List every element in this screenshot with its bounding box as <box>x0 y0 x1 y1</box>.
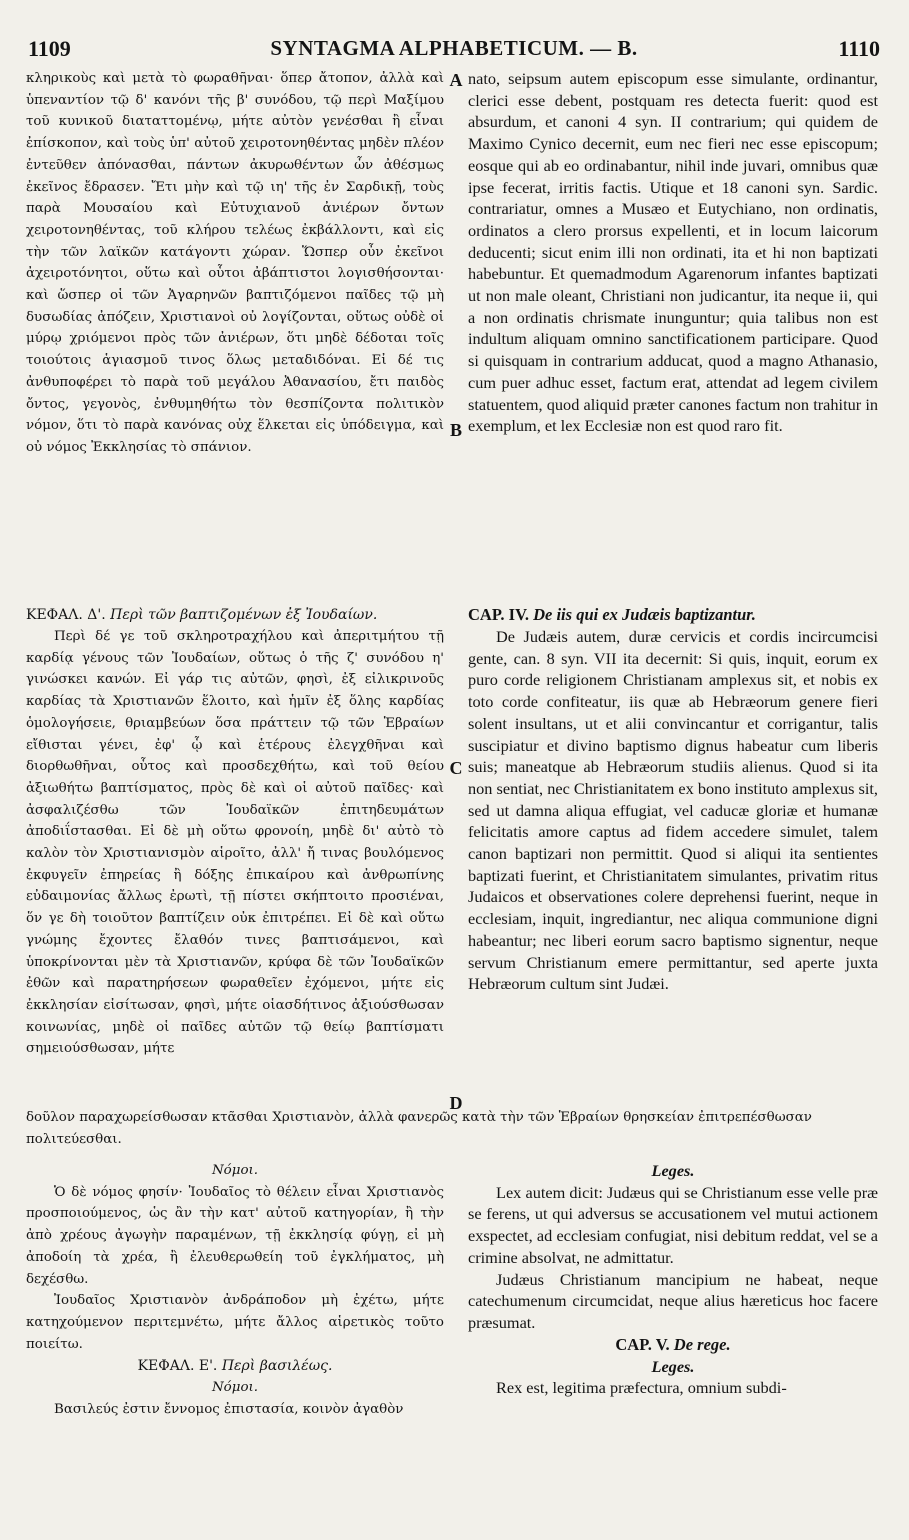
latin-chapter4-title: De iis qui ex Judæis baptizantur. <box>533 605 756 624</box>
margin-mark-a: A <box>449 70 463 90</box>
greek-chapter5-title: Περὶ βασιλέως. <box>221 1358 333 1375</box>
greek-law-2: Ἰουδαῖος Χριστιανὸν ἀνδράποδον μὴ ἐχέτω, μήτε κατηχούμενον περιτεμνέτω, μήτε ἄλλος αἱρετικὸς τοῦτο ποιείτω. <box>26 1293 444 1352</box>
greek-chapter4-title: Περὶ τῶν βαπτιζομένων ἐξ Ἰουδαίων. <box>110 607 378 623</box>
latin-paragraph-top: nato, seipsum autem episcopum esse simulante, ordinantur, clerici esse debent, postquam res detecta fuerit: quod est absurdum, et canoni 4 syn. II contrarium; qui quidem de Maximo Cynico decernit, eum nec fieri nec esse episcopum; eosque qui ab eo ordinabantur, nihil inde juvari, omnibus quæ ipse fecerat, irritis factis. Utique et 18 canoni syn. Sardic. contrariatur, omnes a Musæo et Eutychiano, non ordinatis, ordinatos a clero prorsus expellenti, et in locum laicorum deducenti; sicut enim illi non ordinati, ita et hi non baptizati habebuntur. Et quemadmodum Agarenorum infantes baptizati ut non male oleant, Christiani non judicantur, ita neque ii, qui a non ordinatis chrismate inunguntur; quia talibus non est indultum aliquam omnino sanctificationem participare. Quod si quisquam in contrarium adducat, quod a magno Athanasio, cum puer adhuc esset, factum erat, attendat ad legem civilem statuentem, quod aliquid præter canones factum non trahitur in exemplum, et lex Ecclesiæ non est quod raro fit. <box>468 69 878 436</box>
latin-chapter5-label: CAP. V. <box>615 1334 670 1354</box>
greek-column-chapter4 <box>26 604 444 1060</box>
greek-column-laws <box>26 1160 444 1421</box>
greek-chapter4-label: ΚΕΦΑΛ. Δ'. <box>26 607 106 623</box>
margin-mark-c: C <box>449 758 463 778</box>
page-number-left: 1109 <box>28 36 71 61</box>
latin-chapter4-heading <box>468 604 878 626</box>
latin-column-top <box>468 68 878 437</box>
running-title: SYNTAGMA ALPHABETICUM. — B. <box>270 36 638 60</box>
latin-column-laws <box>468 1160 878 1399</box>
greek-chapter5-heading <box>26 1355 444 1377</box>
latin-chapter4-text: De Judæis autem, duræ cervicis et cordis incircumcisi gente, can. 8 syn. VII ita decernit: Si quis, inquit, eorum ex puro corde religionem Christianam amplexus sit, et nobis ex toto corde confiteatur, iis quæ ab Hebræorum genere fieri solent insultans, ut et alii convincantur et corrigantur, talis suscipiatur et divino baptismo dignus habeatur cum liberis suis; maneatque ab Hebræorum studiis alienus. Quod si ita non sentiat, nec Christianitatem ex bono instituto amplexus sit, sed ut damna aliqua effugiat, vel caducæ gloriæ et humanæ felicitatis amore captus ad fidem accedere simulet, talem canon baptizari non permittit. Quod si aliqui ita sentientes baptizati fuerint, et Christianitatem simulantes, privatim ritus Judaicos et observationes colere deprehensi fuerint, neque in ecclesiam, inquit, ingrediantur, nec aliqua communione digni habeantur; nec liberi eorum sacro baptismo signentur, neque servum Christianum emere permittantur, sed aperte juxta Hebræorum cultum sint Judæi. <box>468 627 878 994</box>
margin-mark-d: D <box>449 1093 463 1113</box>
greek-chapter4-text: Περὶ δέ γε τοῦ σκληροτραχήλου καὶ ἀπεριτμήτου τῇ καρδίᾳ γένους τῶν Ἰουδαίων, οὕτως ὁ τῆς ζ' συνόδου η' γινώσκει κανών. Εἰ γάρ τις αὐτῶν, φησὶ, ἐξ εἰλικρινοῦς καρδίας τὰ Χριστιανῶν ἕλοιτο, καὶ ἡμῖν ἐξ ὅλης καρδίας ὁμολογήσειε, θριαμβεύων ὅσα πράττειν τῷ τῶν Ἑβραίων εἴθισται γένει, ἐφ' ᾧ καὶ ἑτέρους ἐλεγχθῆναι καὶ διορθωθῆναι, οὗτος καὶ προσδεχθήτω, καὶ τοῦ θείου ἀξιωθήτω βαπτίσματος, πρὸς δὲ καὶ οἱ αὐτοῦ παῖδες· καὶ ἀσφαλιζέσθω τῶν Ἰουδαϊκῶν ἐπιτηδευμάτων ἀποδιΐστασθαι. Εἰ δὲ μὴ οὕτω φρονοίη, μηδὲ δι' αὐτὸ τὸ καλὸν τὸν Χριστιανισμὸν αἱροῖτο, ἀλλ' ἤ τινας βουλόμενος ἐκφυγεῖν ἐπηρείας ἢ δόξης ἐπικαίρου καὶ ἀνθρωπίνης εὐδαιμονίας ἄλλως ἐρωτὶ, τῇ πίστει σκήπτοιτο προσιέναι, ὅν γε δὴ τοιοῦτον βαπτίζειν οὐκ ἐπιτρέπει. Εἰ δὲ καὶ οὕτω γνώμης ἔχοντες ἔλαθόν τινες βαπτισάμενοι, καὶ ὑποκρίνονται μὲν τὰ Χριστιανῶν, κρύφα δὲ τῶν Ἰουδαϊκῶν ἐθῶν καὶ παρατηρήσεων φωραθεῖεν ἐχόμενοι, μήτε εἰς ἐκκλησίαν εἰσίτωσαν, φησὶ, μήτε οἱασδήτινος ἀξιούσθωσαν κοινωνίας, μηδὲ οἱ παῖδες αὐτῶν τῷ θείῳ βαπτίσματι σημειούσθωσαν, μήτε <box>26 629 444 1057</box>
margin-mark-b: B <box>449 420 462 440</box>
running-head <box>28 36 880 62</box>
greek-law-1: Ὁ δὲ νόμος φησίν· Ἰουδαῖος τὸ θέλειν εἶναι Χριστιανὸς προσποιούμενος, ὡς ἂν τὴν κατ' αὐτοῦ κατηγορίαν, ἢ τὴν ἀπὸ χρέους ἀγωγὴν παραμένων, τῇ ἐκκλησίᾳ φύγῃ, εἰ μὴ ἀποδοίη τὰ χρέα, ἢ ἐλευθερωθείη τοῦ ἐγκλήματος, μὴ δεχέσθω. <box>26 1184 444 1287</box>
latin-chapter5-subheading: Leges. <box>651 1356 695 1376</box>
greek-column-top <box>26 68 444 459</box>
page-number-right: 1110 <box>838 36 880 61</box>
latin-chapter5-title: De rege. <box>673 1334 731 1354</box>
greek-paragraph-top: κληρικοὺς καὶ μετὰ τὸ φωραθῆναι· ὅπερ ἄτοπον, ἀλλὰ καὶ ὑπεναντίον τῷ δ' κανόνι τῆς β' συνόδου, τῷ περὶ Μαξίμου τοῦ κυνικοῦ διαταττομένῳ, μήτε αὐτὸν γενέσθαι ἢ εἶναι ἐπίσκοπον, καὶ τοὺς ὑπ' αὐτοῦ χειροτονηθέντας μηδὲν πλέον ἐντεῦθεν ἀπόνασθαι, πάντων ἀκυρωθέντων ὧν ἀθέσμως ἐκεῖνος ἔδρασεν. Ἔτι μὴν καὶ τῷ ιη' τῆς ἐν Σαρδικῇ, τοὺς παρὰ Μουσαίου καὶ Εὐτυχιανοῦ ἀνιέρων ὄντων χειροτονηθέντας, τοῦ κλήρου τελέως ἐκβάλλοντι, καὶ εἰς τὴν τῶν λαϊκῶν κατάγοντι χώραν. Ὥσπερ οὖν ἐκεῖνοι ἀχειροτόνητοι, οὕτω καὶ οὗτοι ἀβάπτιστοι λογισθήσονται· καὶ ὥσπερ οἱ τῶν Ἀγαρηνῶν βαπτιζόμενοι παῖδες τῷ μὴ δυσωδίας ἀπόζειν, Χριστιανοὶ οὐ λογίζονται, οὕτως οὐδὲ οἱ μύρῳ χριόμενοι πρὸς τῶν ἀνιέρων, ὅτι μηδὲ δέδοται τοῖς τοιούτοις ἁγιασμοῦ τινος ὅλως μεταδιδόναι. Εἰ δέ τις ἀνθυποφέρει τὸ παρὰ τοῦ μεγάλου Ἀθανασίου, ἔτι παιδὸς ὄντος, γεγονὸς, ἐνθυμηθήτω τὸν θεσπίζοντα πολιτικὸν νόμον, ὅτι τὸ παρὰ κανόνας οὐχ ἕλκεται εἰς ὑπόδειγμα, καὶ οὐ νόμος Ἐκκλησίας τὸ σπάνιον. <box>26 71 444 455</box>
latin-chapter4-label: CAP. IV. <box>468 605 529 624</box>
greek-full-width-line: δοῦλον παραχωρείσθωσαν κτᾶσθαι Χριστιανὸν, ἀλλὰ φανερῶς κατὰ τὴν τῶν Ἑβραίων θρησκείαν ἐπιτρεπέσθωσαν πολιτεύεσθαι. <box>26 1110 812 1147</box>
latin-chapter5-text: Rex est, legitima præfectura, omnium subdi- <box>496 1378 787 1398</box>
greek-laws-heading: Νόμοι. <box>211 1163 259 1178</box>
greek-chapter4-heading <box>26 604 444 626</box>
greek-chapter5-subheading: Νόμοι. <box>211 1380 259 1396</box>
greek-chapter5-label: ΚΕΦΑΛ. Ε'. <box>137 1358 218 1375</box>
latin-column-chapter4 <box>468 604 878 995</box>
latin-laws-heading: Leges. <box>651 1161 695 1180</box>
latin-chapter5-heading <box>468 1334 878 1356</box>
latin-law-1: Lex autem dicit: Judæus qui se Christianum esse velle præ se ferens, ut qui adversus se accusationem vel mutui actionem exspectet, ad ecclesiam confugiat, nisi debitum reddat, vel se a crimine absolvat, ne admittatur. <box>468 1182 878 1267</box>
latin-law-2: Judæus Christianum mancipium ne habeat, neque catechumenum circumcidat, neque alius hæreticus hoc facere præsumat. <box>468 1269 878 1332</box>
greek-chapter5-text: Βασιλεύς ἐστιν ἔννομος ἐπιστασία, κοινὸν ἀγαθὸν <box>54 1402 404 1418</box>
